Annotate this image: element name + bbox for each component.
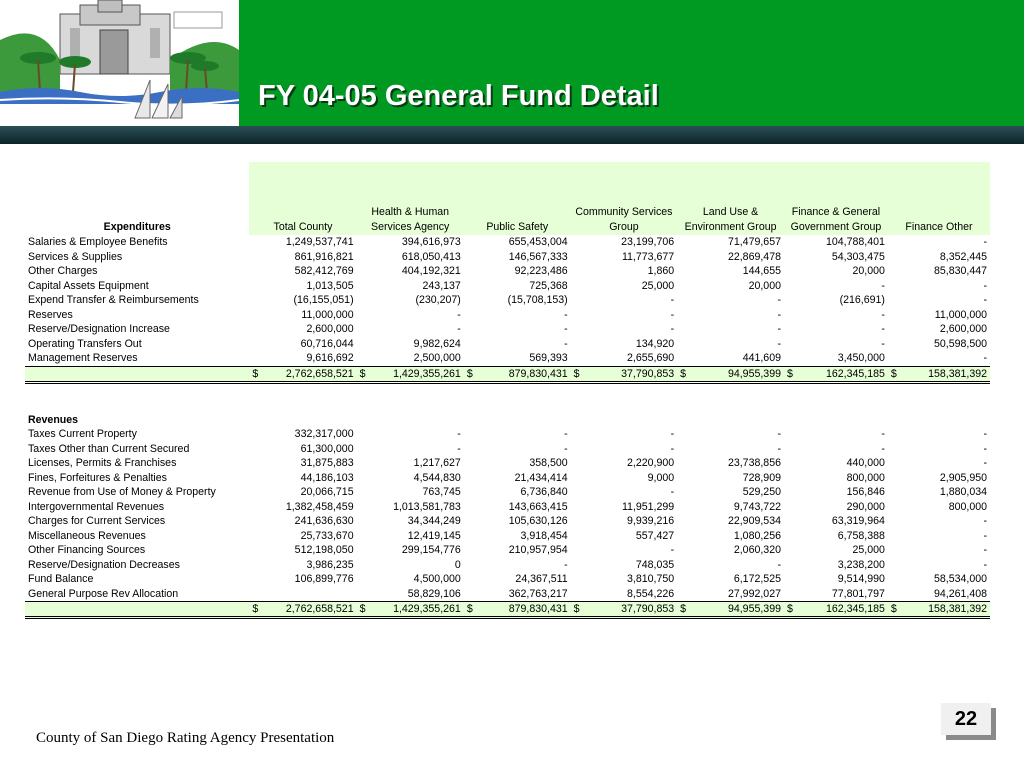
cell-value: 2,600,000 — [939, 323, 987, 336]
cell-value: 63,319,964 — [831, 515, 885, 528]
cell-value: 25,000 — [641, 279, 675, 292]
revenues-heading: Revenues — [28, 413, 79, 426]
table-row — [25, 250, 990, 265]
row-label: Licenses, Permits & Franchises — [28, 457, 177, 470]
cell-value: - — [457, 308, 461, 321]
cell-value: 4,500,000 — [413, 573, 461, 586]
cell-value: 9,939,216 — [627, 515, 675, 528]
column-header: Finance & General Government Group — [784, 162, 888, 235]
table-row — [25, 235, 990, 250]
row-label: Salaries & Employee Benefits — [28, 236, 168, 249]
cell-value: 94,261,408 — [933, 587, 987, 600]
table-row — [25, 427, 990, 442]
row-label: Reserve/Designation Increase — [28, 323, 170, 336]
row-label: Charges for Current Services — [28, 515, 166, 528]
cell-value: 156,846 — [846, 486, 885, 499]
total-value: 2,762,658,521 — [285, 603, 354, 615]
total-value: 879,830,431 — [508, 367, 568, 380]
cell-value: - — [983, 457, 987, 470]
fund-detail-table — [25, 162, 990, 619]
county-logo — [0, 0, 239, 126]
empty-cell — [677, 413, 784, 428]
cell-value: 1,880,034 — [939, 486, 987, 499]
cell-value: 27,992,027 — [727, 587, 781, 600]
cell-value: - — [777, 442, 781, 455]
table-row — [25, 543, 990, 558]
cell-value: 3,238,200 — [837, 558, 885, 571]
currency-symbol: $ — [252, 603, 259, 615]
table-row — [25, 471, 990, 486]
table-row — [25, 529, 990, 544]
cell-value: - — [457, 428, 461, 441]
empty-cell — [357, 413, 464, 428]
cell-value: 358,500 — [529, 457, 568, 470]
cell-value: 800,000 — [846, 471, 885, 484]
total-value-cell — [357, 366, 464, 382]
total-value: 158,381,392 — [928, 367, 987, 380]
column-header: Total County — [249, 162, 356, 235]
cell-value: - — [983, 442, 987, 455]
currency-symbol: $ — [466, 367, 473, 380]
table-row — [25, 322, 990, 337]
table-header-row — [25, 162, 990, 235]
cell-value: 54,303,475 — [831, 250, 885, 263]
cell-value: 210,957,954 — [508, 544, 568, 557]
cell-value: 11,000,000 — [934, 308, 987, 321]
currency-symbol: $ — [786, 603, 793, 615]
table-row — [25, 293, 990, 308]
total-value: 162,345,185 — [826, 603, 885, 615]
cell-value: - — [564, 337, 568, 350]
cell-value: 50,598,500 — [933, 337, 987, 350]
cell-value: - — [983, 352, 987, 365]
cell-value: - — [881, 308, 885, 321]
cell-value: 512,198,050 — [294, 544, 354, 557]
cell-value: - — [983, 515, 987, 528]
cell-value: - — [983, 236, 987, 249]
currency-symbol: $ — [573, 367, 580, 380]
cell-value: 1,860 — [647, 265, 675, 278]
cell-value: 441,609 — [742, 352, 781, 365]
cell-value: 25,000 — [852, 544, 885, 557]
cell-value: 9,982,624 — [413, 337, 461, 350]
cell-value: 146,567,333 — [508, 250, 568, 263]
table-row — [25, 337, 990, 352]
column-header: Finance Other — [888, 162, 990, 235]
cell-value: 243,137 — [422, 279, 461, 292]
cell-value: 12,419,145 — [407, 529, 461, 542]
cell-value: - — [777, 428, 781, 441]
total-value: 37,790,853 — [621, 603, 675, 615]
total-value: 1,429,355,261 — [393, 367, 461, 380]
cell-value: - — [457, 442, 461, 455]
table-row — [25, 308, 990, 323]
cell-value: 529,250 — [742, 486, 781, 499]
cell-value: 299,154,776 — [401, 544, 461, 557]
cell-value: 3,918,454 — [520, 529, 568, 542]
table-row — [25, 572, 990, 587]
total-value-cell — [888, 602, 990, 618]
cell-value: - — [564, 558, 568, 571]
total-value-cell — [464, 602, 571, 618]
row-label: Operating Transfers Out — [28, 337, 142, 350]
slide-title: FY 04-05 General Fund Detail — [258, 80, 659, 112]
cell-value: 618,050,413 — [401, 250, 461, 263]
cell-value: 23,738,856 — [727, 457, 781, 470]
row-label: Capital Assets Equipment — [28, 279, 149, 292]
total-value-cell — [888, 366, 990, 382]
cell-value: 4,544,830 — [413, 471, 461, 484]
currency-symbol: $ — [680, 367, 687, 380]
cell-value: 582,412,769 — [294, 265, 354, 278]
cell-value: 655,453,004 — [508, 236, 568, 249]
cell-value: 61,300,000 — [300, 442, 354, 455]
cell-value: 144,655 — [742, 265, 781, 278]
currency-symbol: $ — [466, 603, 473, 615]
cell-value: 60,716,044 — [300, 337, 354, 350]
cell-value: 77,801,797 — [831, 587, 885, 600]
cell-value: 1,013,505 — [306, 279, 354, 292]
cell-value: 2,060,320 — [733, 544, 781, 557]
cell-value: - — [670, 486, 675, 499]
empty-cell — [464, 413, 571, 428]
cell-value: 9,514,990 — [837, 573, 885, 586]
cell-value: 557,427 — [635, 529, 675, 542]
cell-value: 9,616,692 — [306, 352, 354, 365]
empty-cell — [249, 413, 356, 428]
total-label-cell — [25, 366, 249, 382]
total-value: 94,955,399 — [727, 603, 781, 615]
total-value: 879,830,431 — [508, 603, 568, 615]
cell-value: 58,534,000 — [933, 573, 987, 586]
total-value: 94,955,399 — [727, 367, 781, 380]
cell-value: - — [983, 529, 987, 542]
cell-value: 748,035 — [635, 558, 675, 571]
cell-value: 800,000 — [948, 500, 987, 513]
cell-value: 440,000 — [846, 457, 885, 470]
cell-value: 8,352,445 — [939, 250, 987, 263]
cell-value: 3,986,235 — [306, 558, 354, 571]
cell-value: 92,223,486 — [514, 265, 568, 278]
cell-value: 2,655,690 — [627, 352, 675, 365]
cell-value: 9,743,722 — [733, 500, 781, 513]
row-label: Intergovernmental Revenues — [28, 500, 165, 513]
cell-value: 290,000 — [846, 500, 885, 513]
cell-value: 20,000 — [852, 265, 885, 278]
cell-value: - — [881, 337, 885, 350]
row-label: Revenue from Use of Money & Property — [28, 486, 216, 499]
revenues-section-row — [25, 413, 990, 428]
cell-value: - — [777, 337, 781, 350]
cell-value: 31,875,883 — [300, 457, 354, 470]
cell-value: 404,192,321 — [401, 265, 461, 278]
cell-value: (16,155,051) — [293, 294, 354, 307]
cell-value: 3,450,000 — [837, 352, 885, 365]
total-value-cell — [357, 602, 464, 618]
table-row — [25, 264, 990, 279]
cell-value: 861,916,821 — [294, 250, 354, 263]
cell-value: 725,368 — [529, 279, 568, 292]
cell-value: 728,909 — [742, 471, 781, 484]
cell-value: 104,788,401 — [826, 236, 885, 249]
cell-value: 6,172,525 — [733, 573, 781, 586]
currency-symbol: $ — [359, 603, 366, 615]
cell-value: - — [777, 308, 781, 321]
cell-value: 6,736,840 — [520, 486, 568, 499]
row-label: Taxes Other than Current Secured — [28, 442, 190, 455]
total-value: 162,345,185 — [826, 367, 885, 380]
cell-value — [249, 587, 356, 602]
currency-symbol: $ — [359, 367, 366, 380]
cell-value: 1,080,256 — [733, 529, 781, 542]
currency-symbol: $ — [890, 603, 897, 615]
cell-value: 1,217,627 — [413, 457, 461, 470]
cell-value: (15,708,153) — [507, 294, 568, 307]
cell-value: - — [457, 323, 461, 336]
cell-value: - — [983, 558, 987, 571]
cell-value: 2,600,000 — [306, 323, 354, 336]
cell-value: 2,220,900 — [627, 457, 675, 470]
cell-value: 332,317,000 — [294, 428, 354, 441]
cell-value: 22,869,478 — [727, 250, 781, 263]
cell-value: - — [983, 428, 987, 441]
cell-value: - — [670, 544, 675, 557]
cell-value: 23,199,706 — [621, 236, 675, 249]
cell-value: - — [881, 428, 885, 441]
cell-value: - — [670, 294, 675, 307]
page-number: 22 — [941, 703, 991, 735]
cell-value: - — [564, 428, 568, 441]
cell-value: 44,186,103 — [300, 471, 354, 484]
cell-value: 1,249,537,741 — [285, 236, 354, 249]
table-row — [25, 456, 990, 471]
cell-value: 134,920 — [635, 337, 675, 350]
cell-value: 11,000,000 — [301, 308, 354, 321]
cell-value: - — [564, 442, 568, 455]
total-value-cell — [784, 366, 888, 382]
table-row — [25, 587, 990, 602]
cell-value: 20,000 — [748, 279, 781, 292]
column-header: Health & Human Services Agency — [357, 162, 464, 235]
row-label: Fines, Forfeitures & Penalties — [28, 471, 167, 484]
total-value-cell — [249, 602, 356, 618]
cell-value: 106,899,776 — [294, 573, 354, 586]
total-value-cell — [677, 366, 784, 382]
currency-symbol: $ — [786, 367, 793, 380]
cell-value: 71,479,657 — [727, 236, 781, 249]
table-row — [25, 500, 990, 515]
cell-value: 11,773,677 — [621, 250, 675, 263]
cell-value: 3,810,750 — [627, 573, 675, 586]
cell-value: 9,000 — [647, 471, 675, 484]
cell-value: - — [670, 442, 675, 455]
total-value-cell — [784, 602, 888, 618]
column-header: Public Safety — [464, 162, 571, 235]
table-row — [25, 514, 990, 529]
row-label: Fund Balance — [28, 573, 94, 586]
table-row — [25, 442, 990, 457]
cell-value: 21,434,414 — [514, 471, 568, 484]
total-value: 2,762,658,521 — [285, 367, 354, 380]
spacer-row — [25, 382, 990, 413]
empty-cell — [888, 413, 990, 428]
row-label: Reserves — [28, 308, 73, 321]
cell-value: 25,733,670 — [300, 529, 354, 542]
row-label: Other Charges — [28, 265, 98, 278]
row-label: Other Financing Sources — [28, 544, 146, 557]
cell-value: - — [777, 294, 781, 307]
cell-value: - — [670, 428, 675, 441]
row-label: Expend Transfer & Reimbursements — [28, 294, 199, 307]
cell-value: 763,745 — [422, 486, 461, 499]
cell-value: - — [881, 442, 885, 455]
total-value: 37,790,853 — [621, 367, 675, 380]
table-row — [25, 351, 990, 366]
cell-value: 6,758,388 — [837, 529, 885, 542]
cell-value: - — [670, 308, 675, 321]
cell-value: - — [670, 323, 675, 336]
cell-value: 22,909,534 — [727, 515, 781, 528]
total-value-cell — [571, 366, 678, 382]
cell-value: 569,393 — [529, 352, 568, 365]
cell-value: - — [983, 294, 987, 307]
cell-value: - — [564, 323, 568, 336]
row-label: Miscellaneous Revenues — [28, 529, 146, 542]
cell-value: 362,763,217 — [508, 587, 568, 600]
total-value-cell — [571, 602, 678, 618]
cell-value: - — [983, 544, 987, 557]
cell-value: 58,829,106 — [407, 587, 461, 600]
cell-value: 8,554,226 — [627, 587, 675, 600]
cell-value: 20,066,715 — [300, 486, 354, 499]
row-label: Taxes Current Property — [28, 428, 137, 441]
currency-symbol: $ — [252, 367, 259, 380]
row-label: General Purpose Rev Allocation — [28, 587, 179, 600]
column-header: Land Use & Environment Group — [677, 162, 784, 235]
header-divider-bar — [0, 126, 1024, 144]
cell-value: - — [777, 323, 781, 336]
cell-value: - — [881, 279, 885, 292]
currency-symbol: $ — [573, 603, 580, 615]
cell-value: 85,830,447 — [933, 265, 987, 278]
cell-value: - — [881, 323, 885, 336]
currency-symbol: $ — [680, 603, 687, 615]
cell-value: (216,691) — [839, 294, 885, 307]
total-value-cell — [677, 602, 784, 618]
cell-value: 2,905,950 — [939, 471, 987, 484]
cell-value: 143,663,415 — [508, 500, 568, 513]
footer-text: County of San Diego Rating Agency Presentation — [36, 730, 335, 746]
total-label-cell — [25, 602, 249, 618]
cell-value: 0 — [454, 558, 461, 571]
table-row — [25, 558, 990, 573]
cell-value: 11,951,299 — [621, 500, 675, 513]
row-label: Reserve/Designation Decreases — [28, 558, 180, 571]
total-row — [25, 366, 990, 382]
cell-value: - — [983, 279, 987, 292]
empty-cell — [784, 413, 888, 428]
cell-value: 394,616,973 — [401, 236, 461, 249]
column-header: Community Services Group — [571, 162, 678, 235]
cell-value: 1,013,581,783 — [393, 500, 461, 513]
table-row — [25, 279, 990, 294]
cell-value: (230,207) — [415, 294, 461, 307]
currency-symbol: $ — [890, 367, 897, 380]
row-label: Management Reserves — [28, 352, 138, 365]
cell-value: 34,344,249 — [407, 515, 461, 528]
cell-value: 241,636,630 — [294, 515, 354, 528]
total-value-cell — [464, 366, 571, 382]
expenditures-heading: Expenditures — [25, 162, 249, 235]
cell-value: - — [564, 308, 568, 321]
total-value: 158,381,392 — [928, 603, 987, 615]
cell-value: 24,367,511 — [515, 573, 568, 586]
cell-value: 2,500,000 — [413, 352, 461, 365]
total-value: 1,429,355,261 — [393, 603, 461, 615]
cell-value: 105,630,126 — [508, 515, 568, 528]
cell-value: 1,382,458,459 — [285, 500, 354, 513]
total-row — [25, 602, 990, 618]
cell-value: - — [777, 558, 781, 571]
empty-cell — [571, 413, 678, 428]
table-row — [25, 485, 990, 500]
row-label: Services & Supplies — [28, 250, 123, 263]
total-value-cell — [249, 366, 356, 382]
